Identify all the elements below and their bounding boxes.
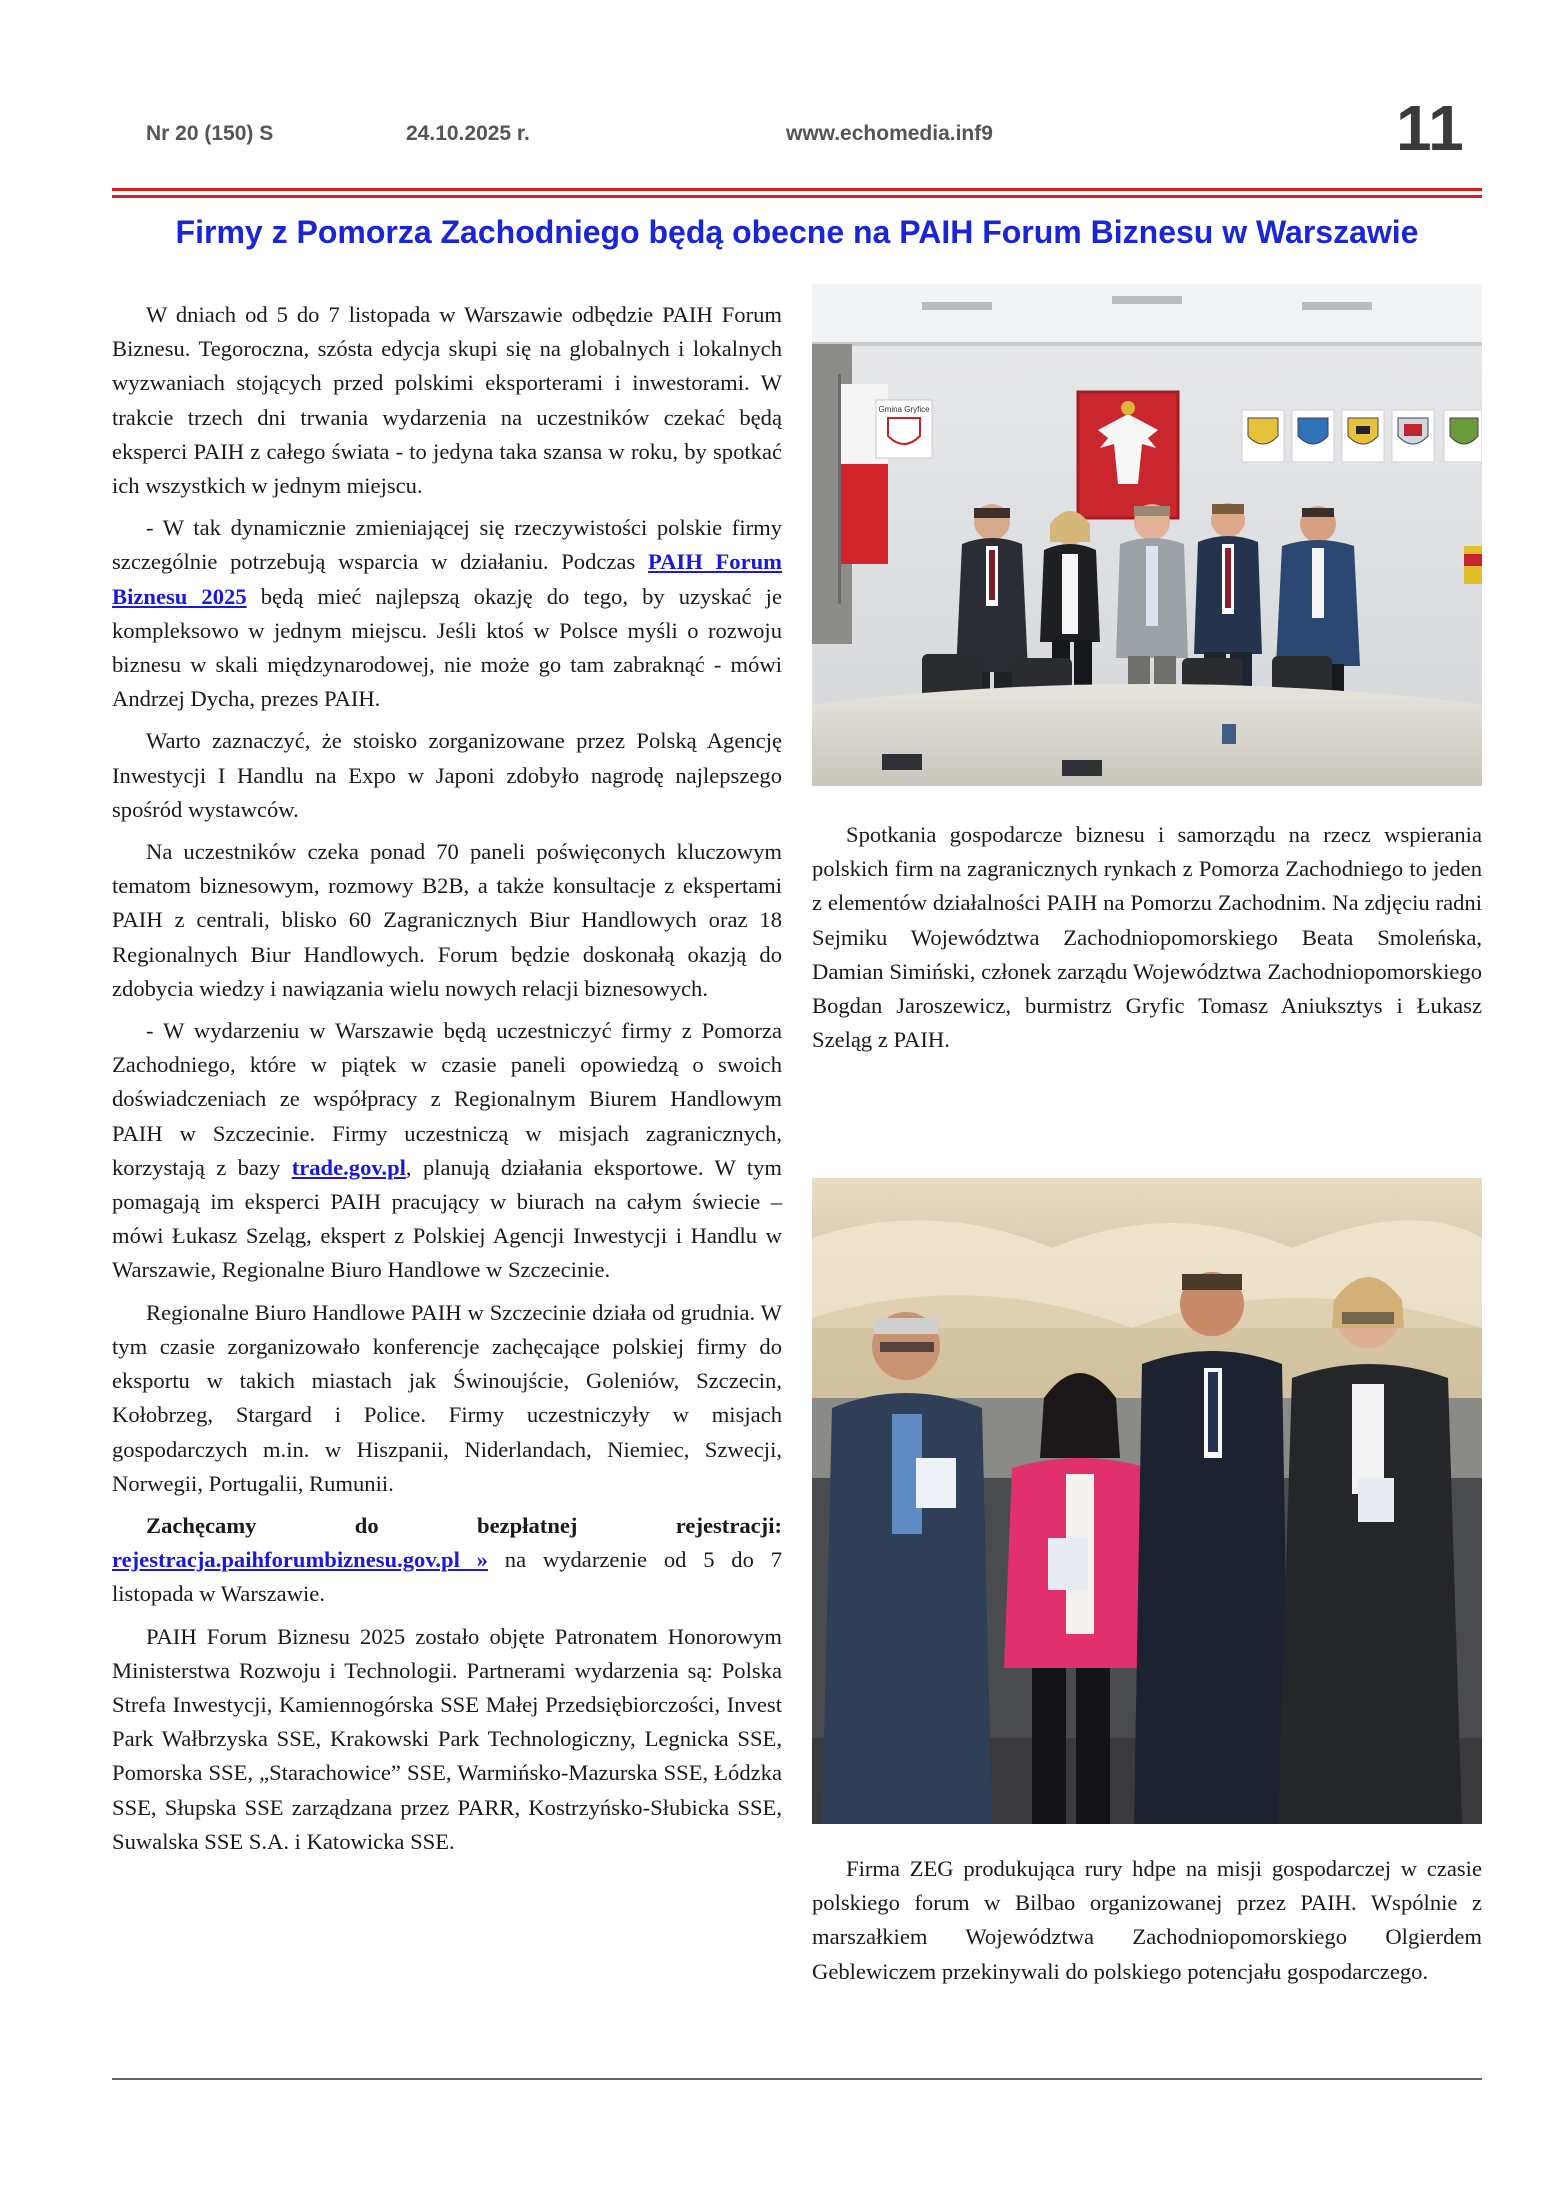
trade-gov-link[interactable]: trade.gov.pl: [291, 1154, 406, 1180]
issue-date: 24.10.2025 r.: [406, 122, 530, 145]
paragraph-4: Na uczestników czeka ponad 70 paneli poświęconych kluczowym tematom biznesowym, rozmowy B2B, a także konsultacje z ekspertami PAIH z centrali, blisko 60 Zagranicznych Biur Handlowych oraz 18 Regionalnych Biur Handlowych. Forum będzie doskonałą okazją do zdobycia wiedzy i nawiązania wielu nowych relacji biznesowych.: [112, 839, 782, 1001]
meeting-room-illustration: [812, 284, 1482, 786]
paragraph-5-part-a: - W wydarzeniu w Warszawie będą uczestniczyć firmy z Pomorza Zachodniego, które w piątek w czasie paneli opowiedzą o swoich doświadczeniach ze współpracy z Regionalnym Biurem Handlowym PAIH w Szczecinie. Firmy uczestniczą w misjach zagranicznych, korzystają z bazy: [112, 1018, 782, 1180]
photo-meeting-room: [812, 284, 1482, 786]
footer-rule: [112, 2078, 1482, 2080]
paragraph-5-part-b: , planują działania eksportowe. W tym pomagają im eksperci PAIH pracujący w biurach na całym świecie – mówi Łukasz Szeląg, ekspert z Polskiej Agencji Inwestycji i Handlu w Warszawie, Regionalne Biuro Handlowe w Szczecinie.: [112, 1154, 782, 1283]
website-url: www.echomedia.inf9: [786, 122, 993, 145]
gmina-sign-text: Gmina Gryfice: [878, 405, 930, 414]
paragraph-1: W dniach od 5 do 7 listopada w Warszawie odbędzie PAIH Forum Biznesu. Tegoroczna, szósta edycja skupi się na globalnych i lokalnych wyzwaniach stojących przed polskimi eksporterami i inwestorami. W trakcie trzech dni trwania wydarzenia na uczestników czekać będą eksperci PAIH z całego świata - to jedyna taka szansa w roku, by spotkać ich wszystkich w jednym miejscu.: [112, 302, 782, 499]
bilbao-forum-illustration: [812, 1178, 1482, 1824]
registration-invite: Zachęcamy do bezpłatnej rejestracji:: [146, 1512, 782, 1538]
issue-number: Nr 20 (150) S: [146, 122, 274, 145]
article-body: [112, 298, 782, 1867]
paragraph-2-part-b: będą mieć najlepszą okazję do tego, by uzyskać je kompleksowo w jednym miejscu. Jeśli ktoś w Polsce myśli o rozwoju biznesu w skali międzynarodowej, nie może go tam zabraknąć - mówi Andrzej Dycha, prezes PAIH.: [112, 583, 782, 712]
paih-forum-link[interactable]: PAIH Forum Biznesu 2025: [112, 549, 782, 609]
paragraph-3: Warto zaznaczyć, że stoisko zorganizowane przez Polską Agencję Inwestycji I Handlu na Expo w Japoni zdobyło nagrodę najlepszego spośród wystawców.: [112, 728, 782, 822]
paragraph-2: [112, 511, 782, 716]
paragraph-2-part-a: - W tak dynamicznie zmieniającej się rzeczywistości polskie firmy szczególnie potrzebują wsparcia w działaniu. Podczas: [112, 515, 782, 575]
header-rule-top: [112, 188, 1482, 191]
photo1-caption-text: Spotkania gospodarcze biznesu i samorządu na rzecz wspierania polskich firm na zagranicznych rynkach z Pomorza Zachodniego to jeden z elementów działalności PAIH na Pomorzu Zachodnim. Na zdjęciu radni Sejmiku Województwa Zachodniopomorskiego Beata Smoleńska, Damian Simiński, członek zarządu Województwa Zachodniopomorskiego Bogdan Jaroszewicz, burmistrz Gryfic Tomasz Aniuksztys i Łukasz Szeląg z PAIH.: [812, 822, 1482, 1053]
paragraph-7: [112, 1509, 782, 1612]
paragraph-5: [112, 1014, 782, 1288]
article-headline: Firmy z Pomorza Zachodniego będą obecne na PAIH Forum Biznesu w Warszawie: [175, 214, 1419, 250]
photo2-caption-text: Firma ZEG produkująca rury hdpe na misji gospodarczej w czasie polskiego forum w Bilbao organizowanej przez PAIH. Wspólnie z marszałkiem Województwa Zachodniopomorskiego Olgierdem Geblewiczem przekinywali do polskiego potencjału gospodarczego.: [812, 1856, 1482, 1984]
photo2-caption: [812, 1852, 1482, 1989]
registration-link[interactable]: rejestracja.paihforumbiznesu.gov.pl »: [112, 1547, 488, 1573]
photo-bilbao-forum: [812, 1178, 1482, 1824]
paragraph-8: PAIH Forum Biznesu 2025 zostało objęte Patronatem Honorowym Ministerstwa Rozwoju i Technologii. Partnerami wydarzenia są: Polska Strefa Inwestycji, Kamiennogórska SSE Małej Przedsiębiorczości, Invest Park Wałbrzyska SSE, Krakowski Park Technologiczny, Legnicka SSE, Pomorska SSE, „Starachowice” SSE, Warmińsko-Mazurska SSE, Łódzka SSE, Słupska SSE zarządzana przez PARR, Kostrzyńsko-Słubicka SSE, Suwalska SSE S.A. i Katowicka SSE.: [112, 1623, 782, 1854]
coats-of-arms: [1242, 410, 1482, 462]
paragraph-6: Regionalne Biuro Handlowe PAIH w Szczecinie działa od grudnia. W tym czasie zorganizowało konferencje zachęcające polskiej firmy do eksportu w takich miastach jak Świnoujście, Goleniów, Szczecin, Kołobrzeg, Stargard i Police. Firmy uczestniczyły w misjach gospodarczych m.in. w Hiszpanii, Niderlandach, Niemiec, Szwecji, Norwegii, Portugalii, Rumunii.: [112, 1299, 782, 1496]
header-rule-bottom: [112, 195, 1482, 198]
page-number: 11: [1396, 92, 1464, 164]
photo1-caption: [812, 818, 1482, 1057]
paragraph-7-part-b: na wydarzenie od 5 do 7 listopada w Warszawie.: [112, 1547, 782, 1607]
